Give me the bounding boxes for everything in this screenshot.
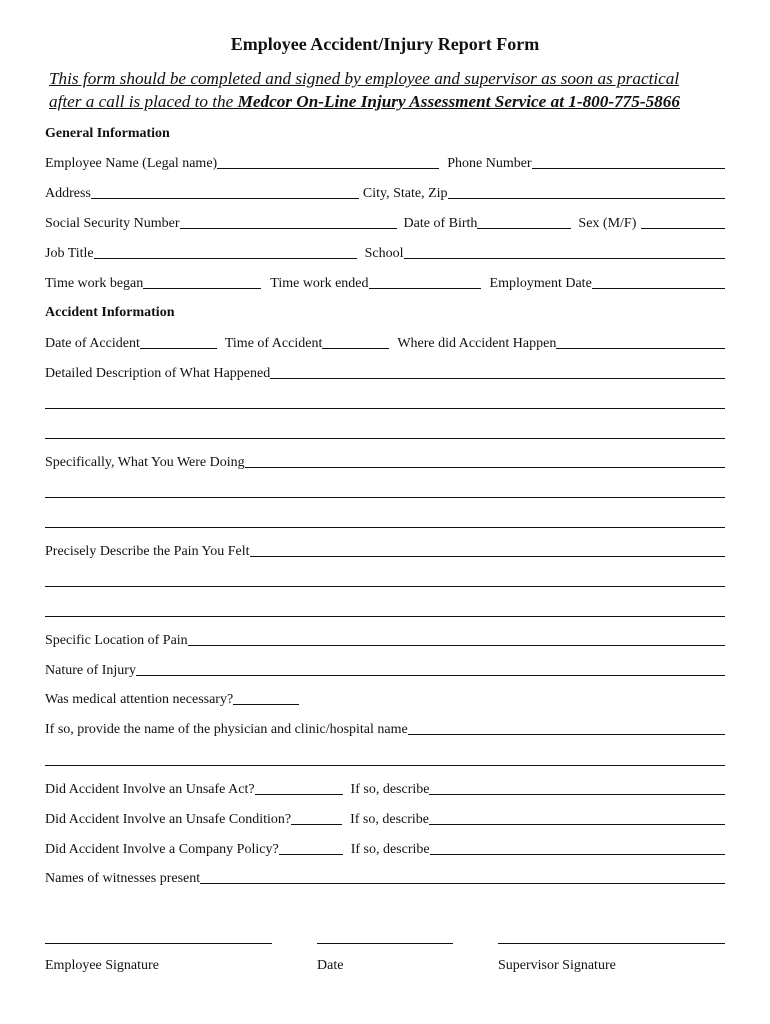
description-line-2[interactable]	[45, 408, 725, 409]
dob-field[interactable]	[477, 228, 571, 229]
witnesses-field[interactable]	[200, 883, 725, 884]
activity-field[interactable]	[245, 467, 725, 468]
medcor-service-phone: Medcor On-Line Injury Assessment Service at 1-800-775-5866	[237, 92, 680, 111]
row-company-policy	[45, 840, 725, 858]
unsafe-act-label: Did Accident Involve an Unsafe Act?	[45, 782, 255, 797]
description-field[interactable]	[270, 378, 725, 379]
row-nature	[45, 661, 725, 679]
accident-information-heading: Accident Information	[45, 305, 175, 320]
company-policy-field[interactable]	[279, 854, 343, 855]
unsafe-condition-describe-label: If so, describe	[350, 812, 430, 827]
accident-date-label: Date of Accident	[45, 336, 140, 351]
company-policy-describe-field[interactable]	[430, 854, 725, 855]
employee-name-field[interactable]	[217, 168, 439, 169]
accident-location-field[interactable]	[556, 348, 725, 349]
time-began-field[interactable]	[143, 288, 261, 289]
employee-signature-label: Employee Signature	[45, 958, 159, 973]
city-state-zip-label: City, State, Zip	[362, 186, 448, 201]
employment-date-label: Employment Date	[489, 276, 592, 291]
row-employee-name	[45, 154, 725, 172]
row-work-times	[45, 274, 725, 292]
row-witnesses	[45, 869, 725, 887]
dob-label: Date of Birth	[403, 216, 478, 231]
job-title-label: Job Title	[45, 246, 94, 261]
nature-of-injury-label: Nature of Injury	[45, 663, 136, 678]
school-label: School	[364, 246, 404, 261]
row-activity	[45, 453, 725, 471]
employment-date-field[interactable]	[592, 288, 725, 289]
employee-name-label: Employee Name (Legal name)	[45, 156, 218, 171]
row-physician	[45, 720, 725, 738]
general-information-heading: General Information	[45, 126, 170, 141]
signature-date-label: Date	[317, 958, 344, 973]
ssn-field[interactable]	[180, 228, 397, 229]
nature-of-injury-field[interactable]	[136, 675, 725, 676]
medical-attention-field[interactable]	[233, 704, 299, 705]
time-began-label: Time work began	[45, 276, 144, 291]
row-description	[45, 364, 725, 382]
unsafe-condition-describe-field[interactable]	[429, 824, 725, 825]
unsafe-condition-label: Did Accident Involve an Unsafe Condition?	[45, 812, 292, 827]
row-ssn	[45, 214, 725, 232]
pain-field[interactable]	[250, 556, 725, 557]
supervisor-signature-label: Supervisor Signature	[498, 958, 616, 973]
job-title-field[interactable]	[94, 258, 357, 259]
physician-line-2[interactable]	[45, 765, 725, 766]
time-ended-field[interactable]	[369, 288, 481, 289]
city-state-zip-field[interactable]	[448, 198, 725, 199]
company-policy-describe-label: If so, describe	[350, 842, 430, 857]
school-field[interactable]	[404, 258, 725, 259]
unsafe-act-field[interactable]	[255, 794, 343, 795]
accident-date-field[interactable]	[140, 348, 217, 349]
unsafe-act-describe-field[interactable]	[429, 794, 725, 795]
row-address	[45, 184, 725, 202]
instructions-line-2	[49, 90, 749, 113]
accident-time-label: Time of Accident	[224, 336, 323, 351]
unsafe-condition-field[interactable]	[291, 824, 342, 825]
time-ended-label: Time work ended	[270, 276, 369, 291]
pain-line-2[interactable]	[45, 586, 725, 587]
witnesses-label: Names of witnesses present	[45, 871, 201, 886]
ssn-label: Social Security Number	[45, 216, 180, 231]
address-label: Address	[45, 186, 91, 201]
physician-label: If so, provide the name of the physician and clinic/hospital name	[45, 722, 408, 737]
activity-line-3[interactable]	[45, 527, 725, 528]
row-job-title	[45, 244, 725, 262]
activity-line-2[interactable]	[45, 497, 725, 498]
description-line-3[interactable]	[45, 438, 725, 439]
row-unsafe-act	[45, 780, 725, 798]
company-policy-label: Did Accident Involve a Company Policy?	[45, 842, 279, 857]
accident-location-label: Where did Accident Happen	[397, 336, 557, 351]
physician-field[interactable]	[408, 734, 725, 735]
row-pain	[45, 542, 725, 560]
accident-time-field[interactable]	[322, 348, 389, 349]
signature-date-line[interactable]	[317, 943, 453, 944]
instructions-line-2-prefix: after a call is placed to the	[49, 92, 238, 111]
sex-label: Sex (M/F)	[578, 216, 637, 231]
row-pain-location	[45, 631, 725, 649]
form-instructions	[49, 67, 749, 113]
instructions-line-1: This form should be completed and signed by employee and supervisor as soon as practical	[49, 69, 680, 88]
pain-label: Precisely Describe the Pain You Felt	[45, 544, 250, 559]
pain-location-label: Specific Location of Pain	[45, 633, 188, 648]
supervisor-signature-line[interactable]	[498, 943, 725, 944]
address-field[interactable]	[91, 198, 359, 199]
activity-label: Specifically, What You Were Doing	[45, 455, 245, 470]
description-label: Detailed Description of What Happened	[45, 366, 271, 381]
sex-field[interactable]	[641, 228, 725, 229]
employee-signature-line[interactable]	[45, 943, 272, 944]
phone-number-label: Phone Number	[447, 156, 532, 171]
pain-location-field[interactable]	[188, 645, 725, 646]
medical-attention-label: Was medical attention necessary?	[45, 692, 234, 707]
unsafe-act-describe-label: If so, describe	[350, 782, 430, 797]
row-medical	[45, 690, 725, 708]
row-unsafe-condition	[45, 810, 725, 828]
row-accident-date	[45, 334, 725, 352]
phone-number-field[interactable]	[532, 168, 725, 169]
form-title: Employee Accident/Injury Report Form	[230, 34, 540, 54]
pain-line-3[interactable]	[45, 616, 725, 617]
